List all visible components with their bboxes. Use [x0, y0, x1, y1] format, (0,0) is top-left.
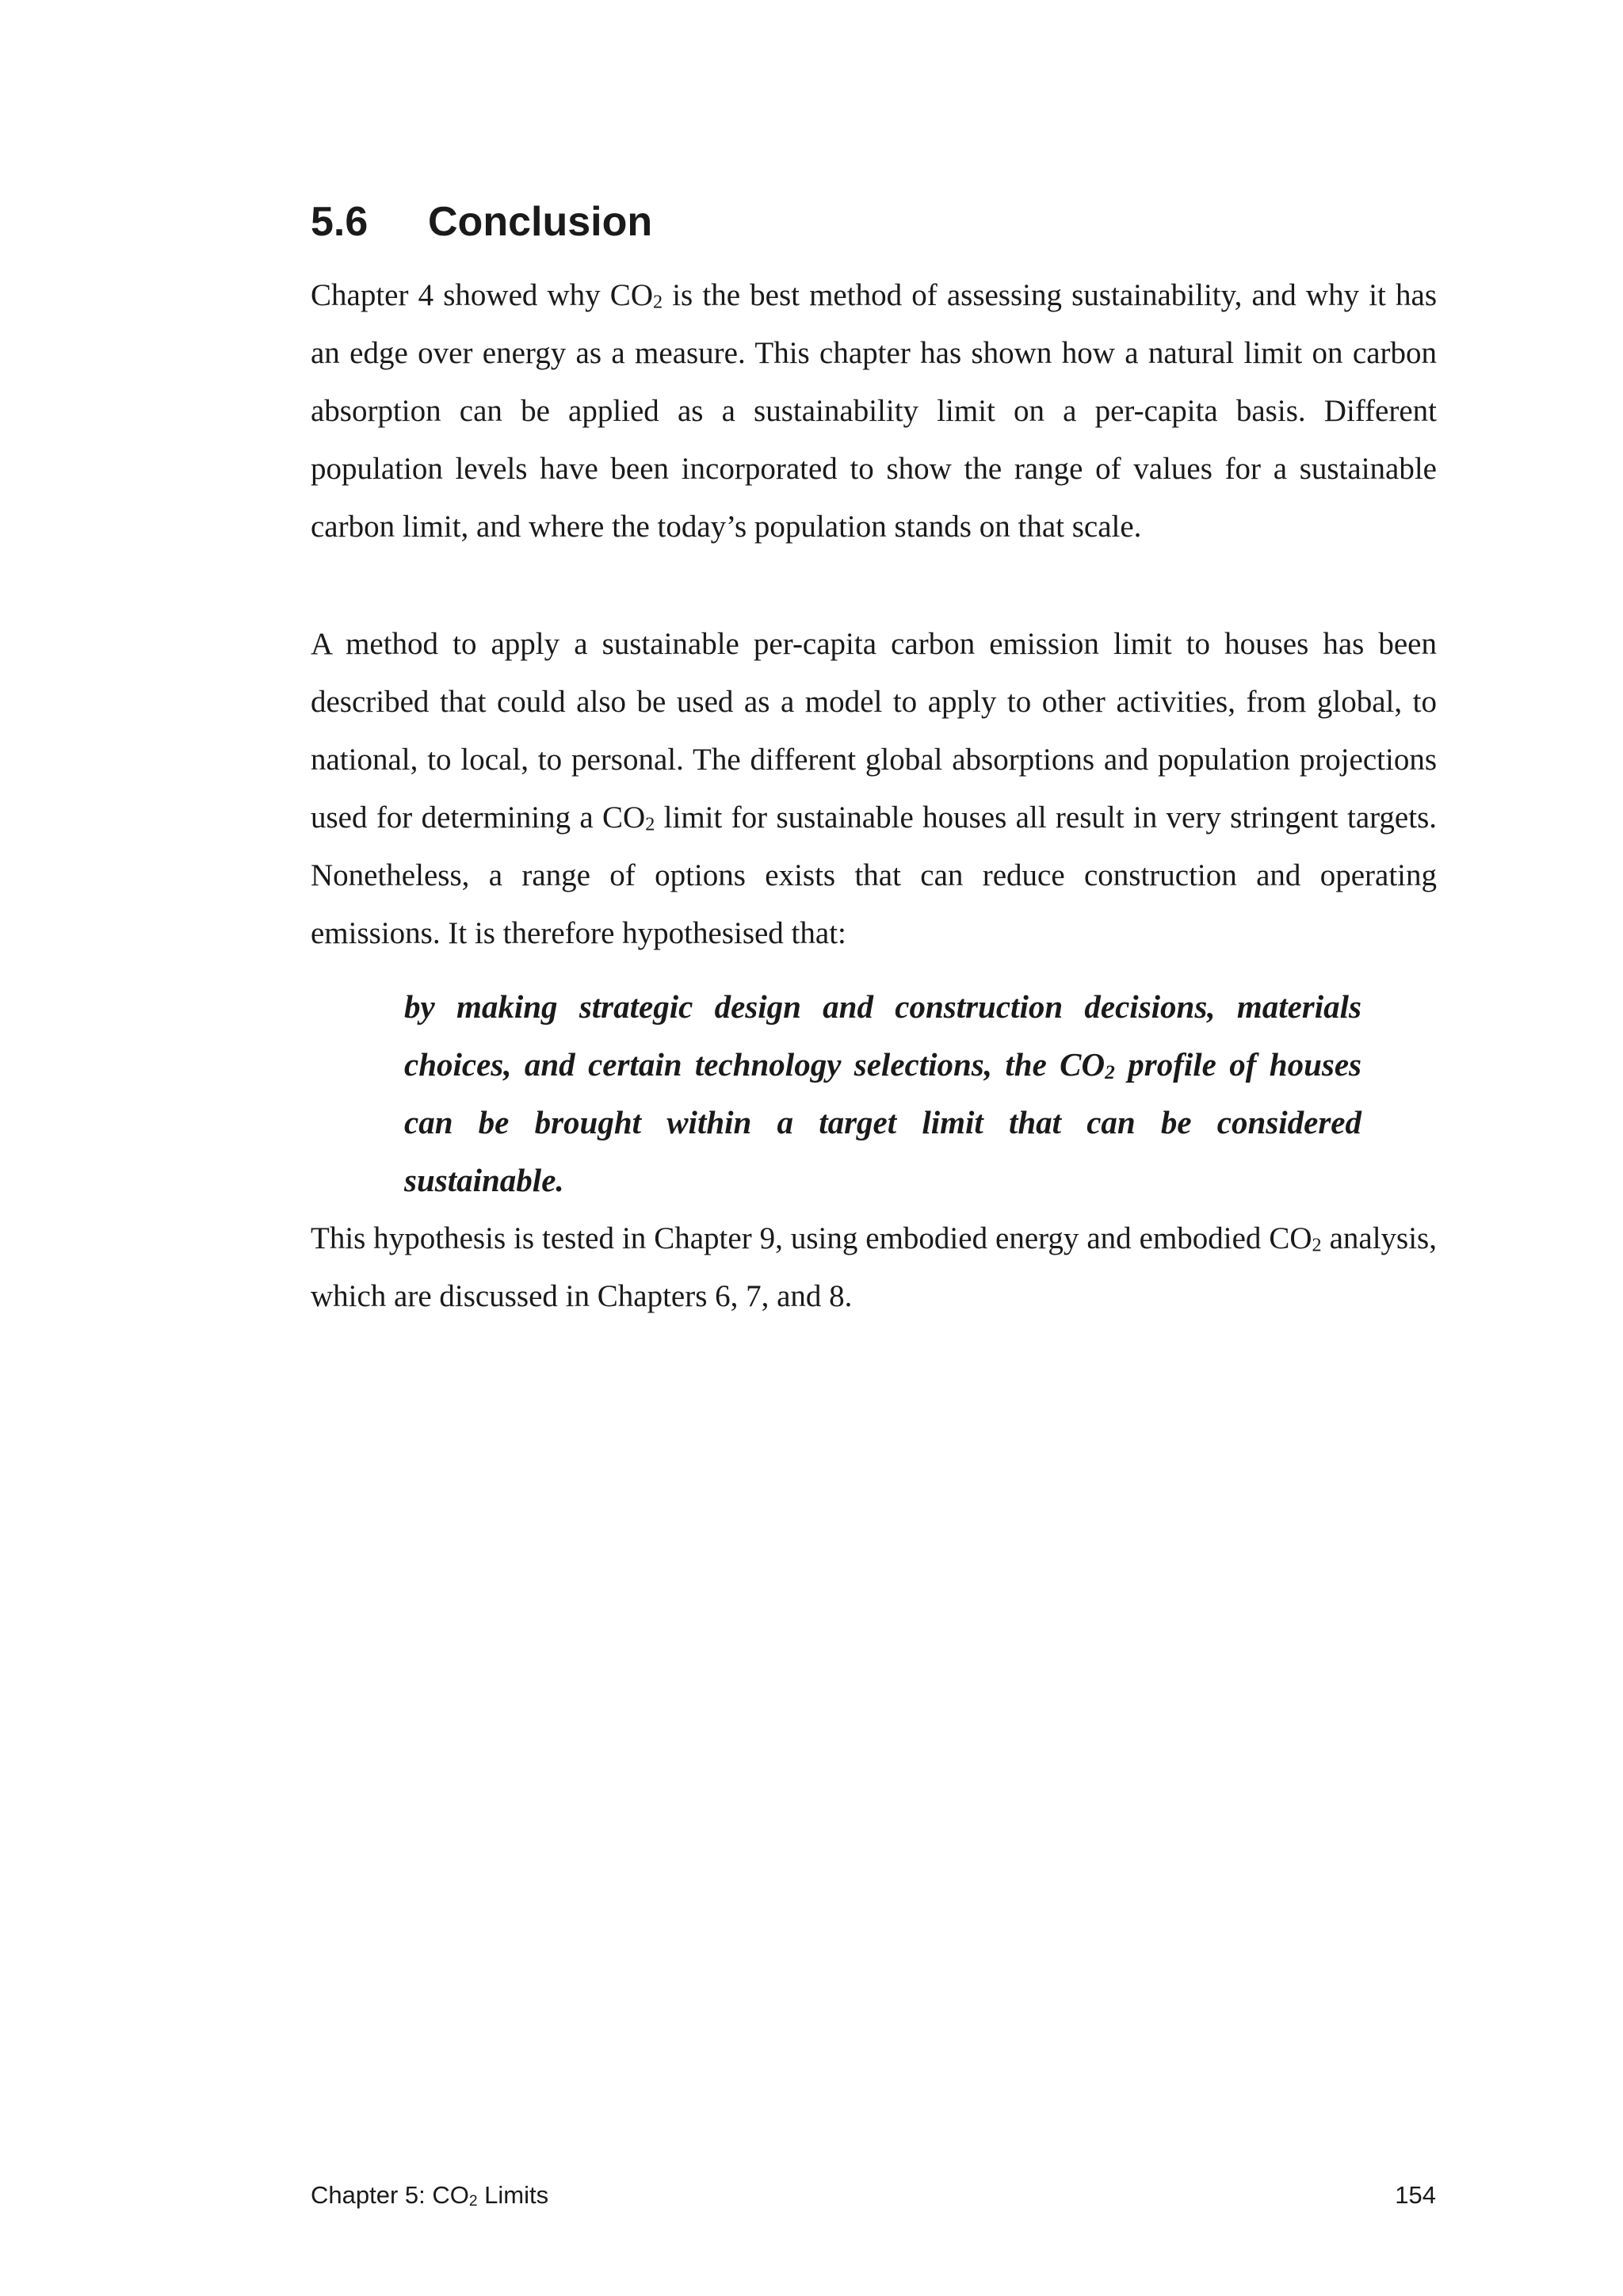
paragraph-3-text-a: This hypothesis is tested in Chapter 9, using embodied energy and embodied CO	[311, 1221, 1312, 1255]
subscript: 2	[1105, 1060, 1115, 1083]
section-heading	[311, 194, 1436, 250]
hypothesis-statement	[404, 978, 1361, 1209]
subscript: 2	[1312, 1234, 1322, 1256]
section-title: Conclusion	[428, 199, 653, 245]
footer-chapter-title	[311, 2179, 548, 2211]
paragraph-1-text-b: is the best method of assessing sustainability, and why it has an edge over energy as a measure. This chapter has shown how a natural limit on carbon absorption can be applied as a sustainability limit on a per-capita basis. Different population levels have been incorporated to show the range of values for a sustainable carbon limit, and where the today’s population stands on that scale.	[311, 278, 1437, 544]
subscript: 2	[468, 2192, 478, 2210]
paragraph-2-text-b: limit for sustainable houses all result in very stringent targets. Nonetheless, a range of options exists that can reduce construction and operating emissions. It is therefore hypothesised that:	[311, 800, 1437, 950]
subscript: 2	[645, 813, 655, 835]
page-number: 154	[1395, 2181, 1436, 2209]
paragraph-3-text-b: analysis, which are discussed in Chapters 6, 7, and 8.	[311, 1221, 1437, 1313]
hypothesis-text-a: by making strategic design and construction decisions, materials choices, and certain technology selections, the CO	[404, 988, 1361, 1083]
subscript: 2	[652, 291, 663, 313]
paragraph-1-text-a: Chapter 4 showed why CO	[311, 278, 653, 312]
footer-chapter-text-b: Limits	[477, 2181, 549, 2209]
paragraph-1	[311, 266, 1437, 556]
section-number: 5.6	[311, 199, 369, 245]
paragraph-2	[311, 615, 1437, 962]
hypothesis-text-b: profile of houses can be brought within a target limit that can be considered sustainable.	[404, 1046, 1361, 1198]
paragraph-2-text-a: A method to apply a sustainable per-capita carbon emission limit to houses has been described that could also be used as a model to apply to other activities, from global, to national, to local, to personal. The different global absorptions and population projections used for determining a CO	[311, 627, 1437, 835]
footer-chapter-text-a: Chapter 5: CO	[311, 2181, 469, 2209]
paragraph-3	[311, 1209, 1437, 1325]
